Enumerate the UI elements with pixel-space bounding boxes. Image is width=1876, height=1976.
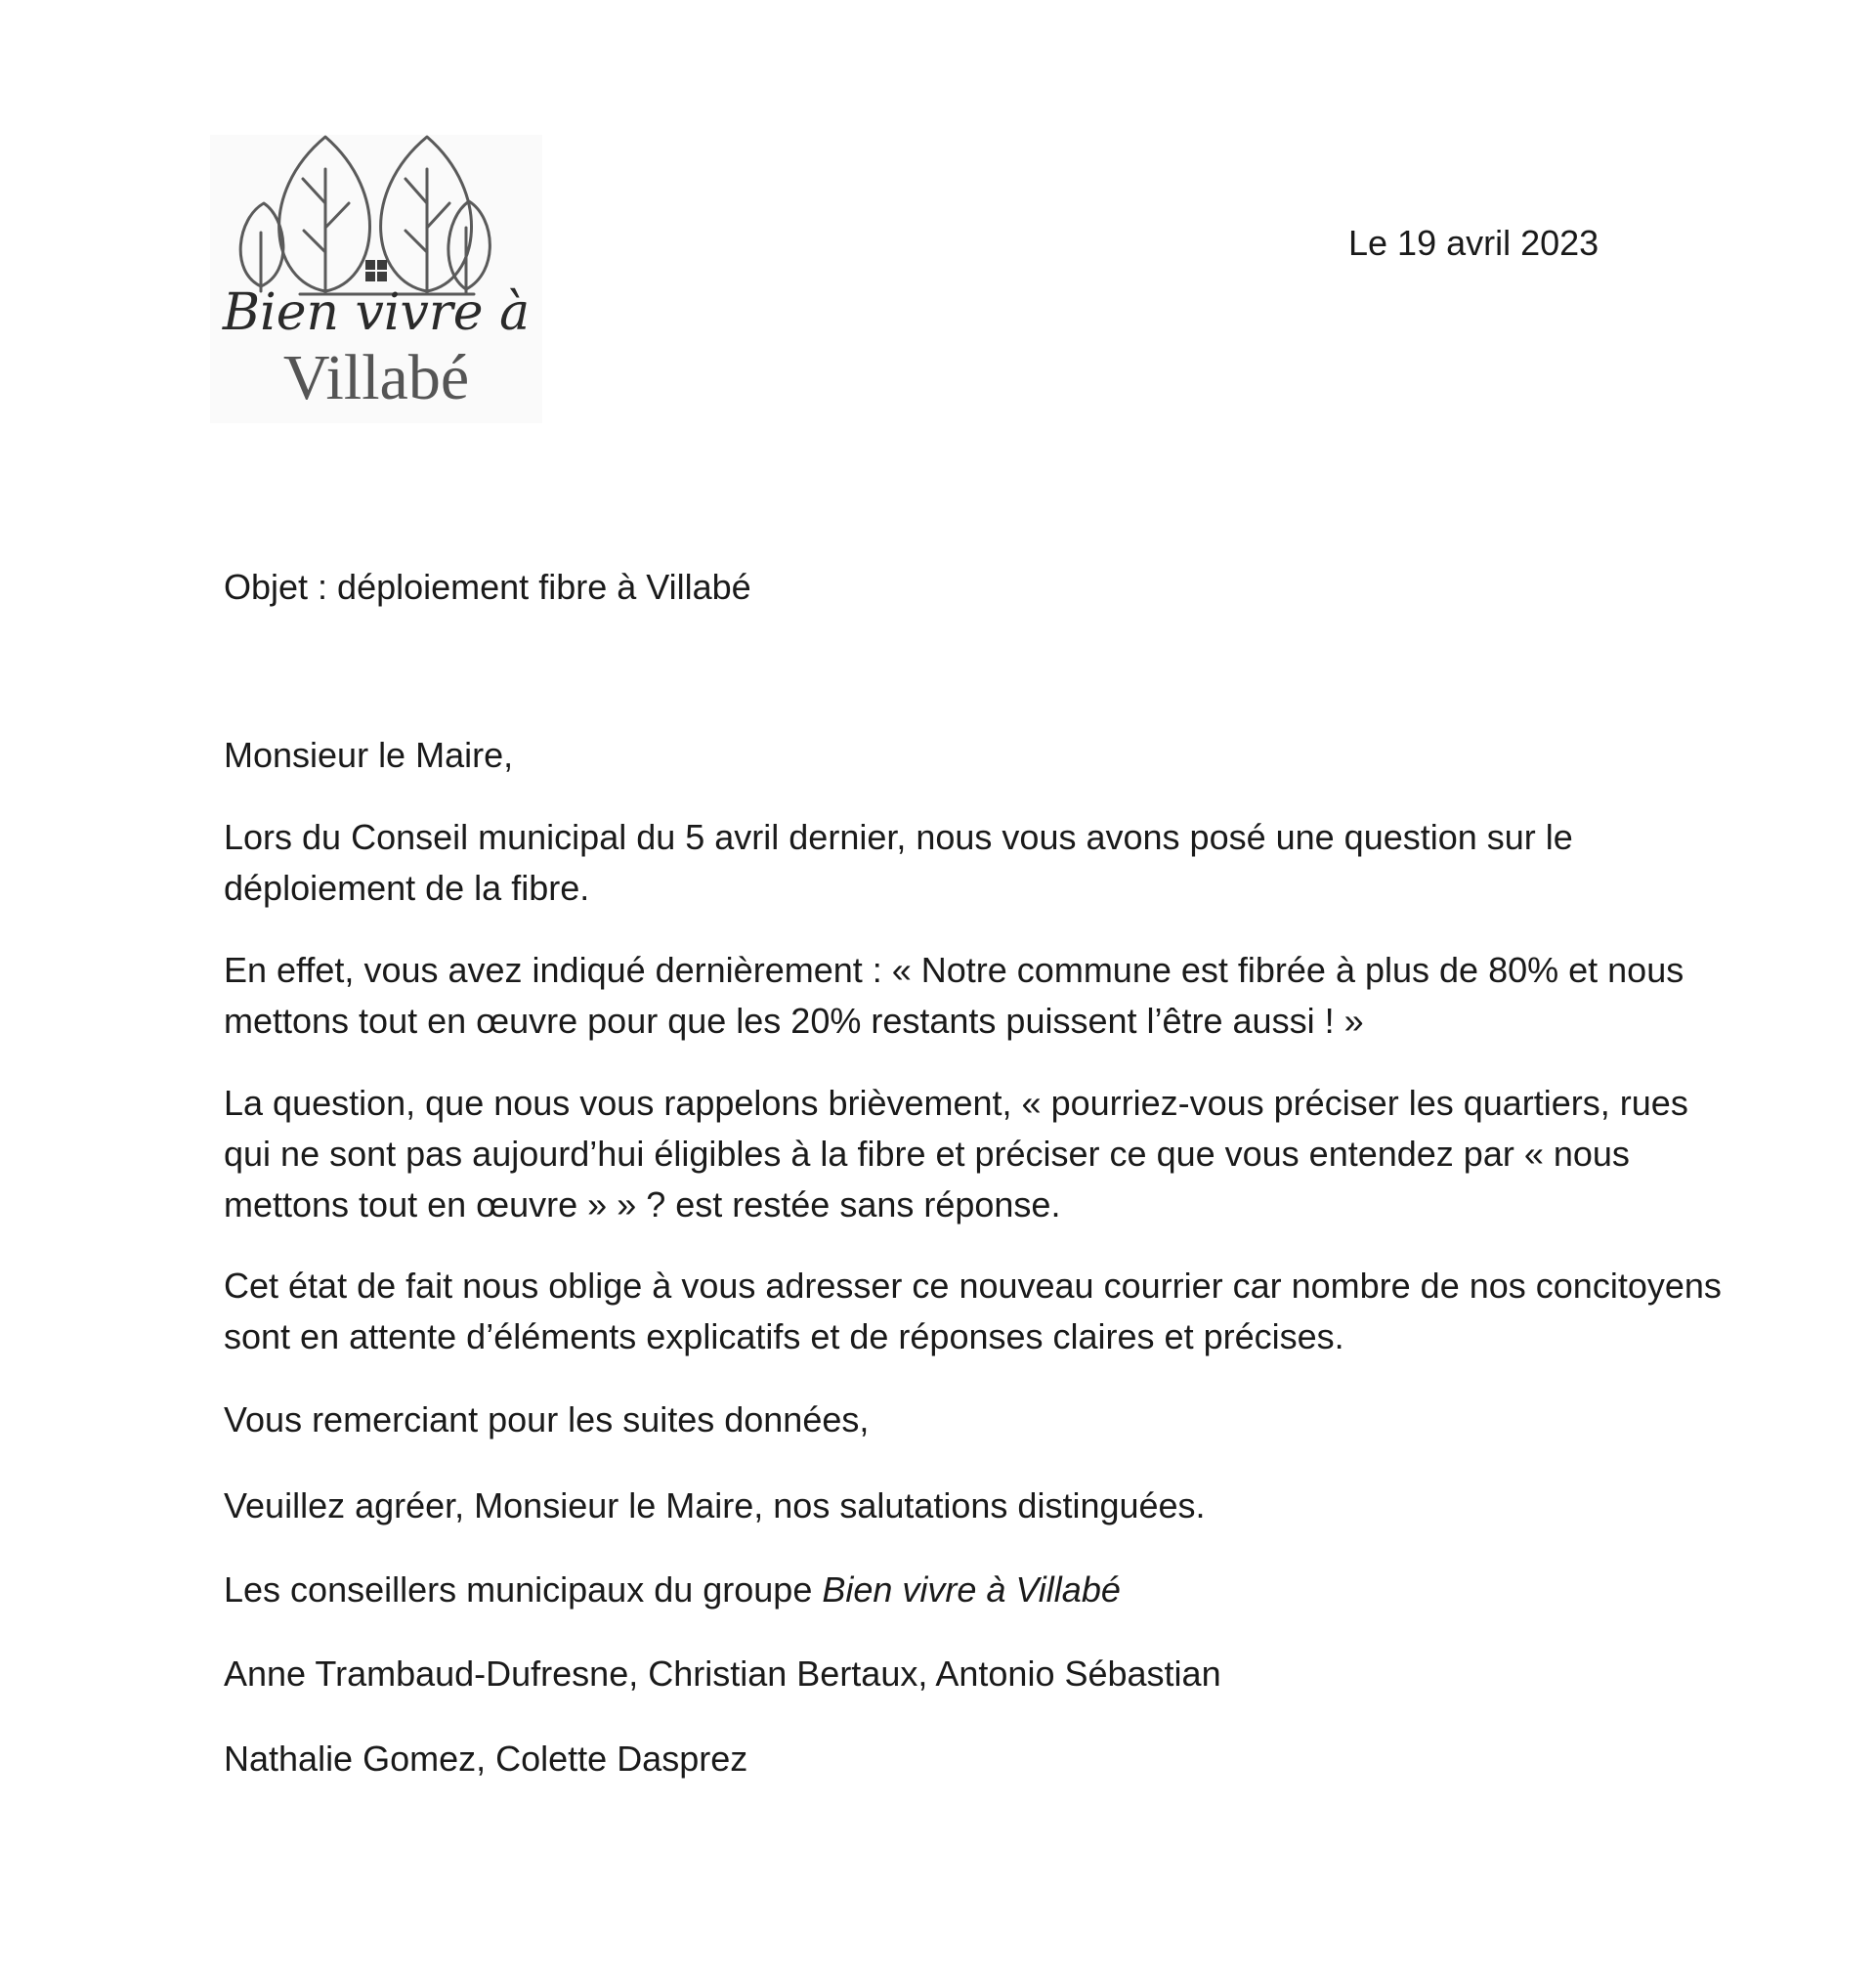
logo-bien-vivre-a-villabe: [210, 135, 542, 423]
letter-signatories-2: Nathalie Gomez, Colette Dasprez: [224, 1739, 748, 1779]
logo-script-line: Bien vivre à: [222, 283, 531, 342]
letter-signatories-1: Anne Trambaud-Dufresne, Christian Bertaux, Antonio Sébastian: [224, 1654, 1221, 1694]
signature-group-name: Bien vivre à Villabé: [822, 1569, 1121, 1610]
letter-paragraph-6: Veuillez agréer, Monsieur le Maire, nos salutations distinguées.: [224, 1485, 1206, 1525]
signature-intro: Les conseillers municipaux du groupe: [224, 1569, 823, 1610]
letter-paragraph-5: Vous remerciant pour les suites données,: [224, 1399, 870, 1439]
letter-paragraph-3: La question, que nous vous rappelons brièvement, « pourriez-vous préciser les quartiers, rues qui ne sont pas aujourd’hui éligibles à la fibre et préciser ce que vous entendez par « nous mettons tout en œuvre » » ? est restée sans réponse.: [224, 1083, 1688, 1224]
letter-subject: Objet : déploiement fibre à Villabé: [224, 567, 751, 607]
letter-paragraph-1: Lors du Conseil municipal du 5 avril dernier, nous vous avons posé une question sur le déploiement de la fibre.: [224, 817, 1573, 908]
letter-salutation: Monsieur le Maire,: [224, 735, 514, 775]
letter-paragraph-4: Cet état de fait nous oblige à vous adresser ce nouveau courrier car nombre de nos concitoyens sont en attente d’éléments explicatifs et de réponses claires et précises.: [224, 1266, 1722, 1356]
letter-paragraph-2: En effet, vous avez indiqué dernièrement : « Notre commune est fibrée à plus de 80% et nous mettons tout en œuvre pour que les 20% restants puissent l’être aussi ! »: [224, 950, 1684, 1041]
letter-signature-line: [224, 1565, 1728, 1615]
letter-date: Le 19 avril 2023: [1348, 223, 1599, 263]
logo-name-line: Villabé: [282, 342, 470, 413]
